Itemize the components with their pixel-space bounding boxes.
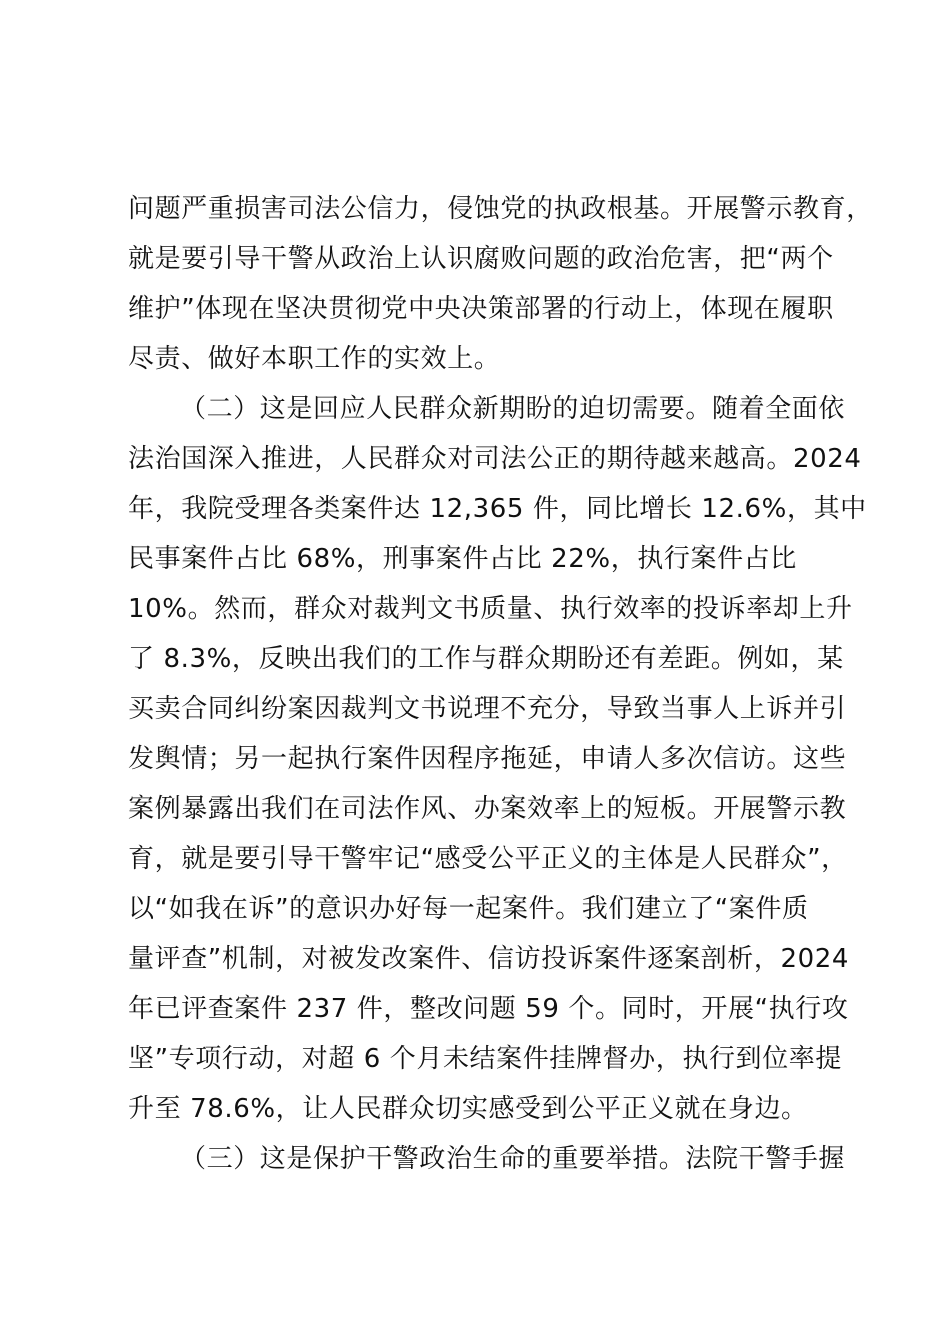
text-line: 年，我院受理各类案件达 12,365 件，同比增长 12.6%，其中	[128, 494, 867, 524]
text-line: 升至 78.6%，让人民群众切实感受到公平正义就在身边。	[128, 1094, 808, 1124]
text-line: 10%。然而，群众对裁判文书质量、执行效率的投诉率却上升	[128, 594, 853, 624]
text-line: 买卖合同纠纷案因裁判文书说理不充分，导致当事人上诉并引	[128, 694, 847, 724]
text-line: 量评查”机制，对被发改案件、信访投诉案件逐案剖析，2024	[128, 944, 850, 974]
text-line: 民事案件占比 68%，刑事案件占比 22%，执行案件占比	[128, 544, 797, 574]
text-line: 维护”体现在坚决贯彻党中央决策部署的行动上，体现在履职	[128, 294, 834, 324]
text-line: 坚”专项行动，对超 6 个月未结案件挂牌督办，执行到位率提	[128, 1044, 842, 1074]
text-line: 以“如我在诉”的意识办好每一起案件。我们建立了“案件质	[128, 894, 809, 924]
text-line: 了 8.3%，反映出我们的工作与群众期盼还有差距。例如，某	[128, 644, 844, 674]
text-line: 尽责、做好本职工作的实效上。	[128, 344, 501, 374]
text-line: 就是要引导干警从政治上认识腐败问题的政治危害，把“两个	[128, 244, 834, 274]
text-line: 发舆情；另一起执行案件因程序拖延，申请人多次信访。这些	[128, 744, 847, 774]
paragraph-2-first-line: （二）这是回应人民群众新期盼的迫切需要。随着全面依	[180, 394, 846, 424]
text-line: 年已评查案件 237 件，整改问题 59 个。同时，开展“执行攻	[128, 994, 849, 1024]
text-line: 法治国深入推进，人民群众对司法公正的期待越来越高。2024	[128, 444, 862, 474]
paragraph-3-first-line: （三）这是保护干警政治生命的重要举措。法院干警手握	[180, 1144, 846, 1174]
text-line: 育，就是要引导干警牢记“感受公平正义的主体是人民群众”，	[128, 844, 848, 874]
text-line: 案例暴露出我们在司法作风、办案效率上的短板。开展警示教	[128, 794, 847, 824]
text-line: 问题严重损害司法公信力，侵蚀党的执政根基。开展警示教育，	[128, 194, 873, 224]
